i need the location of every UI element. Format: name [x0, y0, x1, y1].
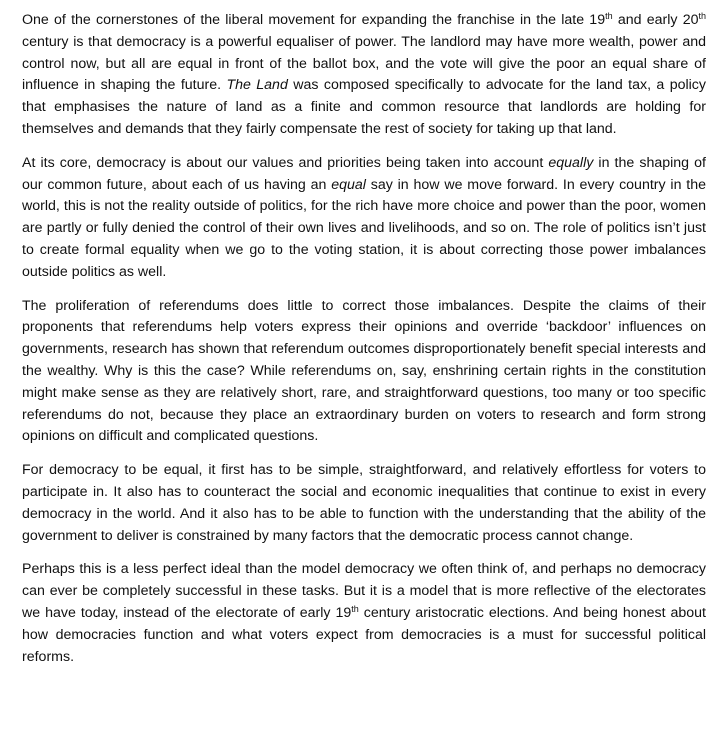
paragraph-5 [22, 559, 706, 668]
text-run: century aristocratic elections. And being honest about how democracies function and what voters expect from democracies is a must for successful political reforms. [22, 604, 706, 665]
superscript-ordinal: th [605, 11, 613, 21]
emphasis-text: equally [548, 154, 594, 171]
text-run: For democracy to be equal, it first has to be simple, straightforward, and relatively effortless for voters to participate in. It also has to counteract the social and economic inequalities that continue to exist in every democracy in the world. And it also has to be able to function with the understanding that the ability of the government to deliver is constrained by many factors that the democratic process cannot change. [22, 462, 706, 544]
paragraph-4 [22, 460, 706, 547]
text-run: say in how we move forward. In every country in the world, this is not the reality outside of politics, for the rich have more choice and power than the poor, women are partly or fully denied the control of their own lives and livelihoods, and so on. The role of politics isn’t just to create formal equality when we go to the voting station, it is about correcting those power imbalances outside politics as well. [22, 176, 706, 280]
paragraph-3 [22, 296, 706, 449]
text-run: The proliferation of referendums does little to correct those imbalances. Despite the claims of their proponents that referendums help voters express their opinions and override ‘backdoor’ influences on governments, research has shown that referendum outcomes disproportionately benefit special interests and the wealthy. Why is this the case? While referendums on, say, enshrining certain rights in the constitution might make sense as they are relatively short, rare, and straightforward questions, too many or too specific referendums do not, because they place an extraordinary burden on voters to research and form strong opinions on difficult and complicated questions. [22, 297, 706, 445]
paragraph-2 [22, 153, 706, 284]
document-body [22, 10, 706, 668]
superscript-ordinal: th [698, 11, 706, 21]
text-run: in the shaping of our common future, about each of us having an [22, 154, 706, 193]
text-run: At its core, democracy is about our values and priorities being taken into account [22, 154, 549, 171]
emphasis-text: The Land [226, 77, 288, 94]
text-run: One of the cornerstones of the liberal movement for expanding the franchise in the late 19 [22, 12, 606, 28]
text-run: Perhaps this is a less perfect ideal than the model democracy we often think of, and perhaps no democracy can ever be completely successful in these tasks. But it is a model that is more reflective of the electorates we have today, instead of the electorate of early 19 [22, 561, 706, 621]
text-run: was composed specifically to advocate for the land tax, a policy that emphasises the nature of land as a finite and common resource that landlords are holding for themselves and demands that they fairly compensate the rest of society for taking up that land. [22, 77, 706, 137]
paragraph-1 [22, 10, 706, 141]
text-run: and early 20 [612, 12, 699, 28]
superscript-ordinal: th [351, 603, 359, 614]
emphasis-text: equal [331, 176, 366, 193]
text-run: century is that democracy is a powerful equaliser of power. The landlord may have more wealth, power and control now, but all are equal in front of the ballot box, and the vote will give the poor an equal share of influence in shaping the future. [22, 33, 706, 94]
